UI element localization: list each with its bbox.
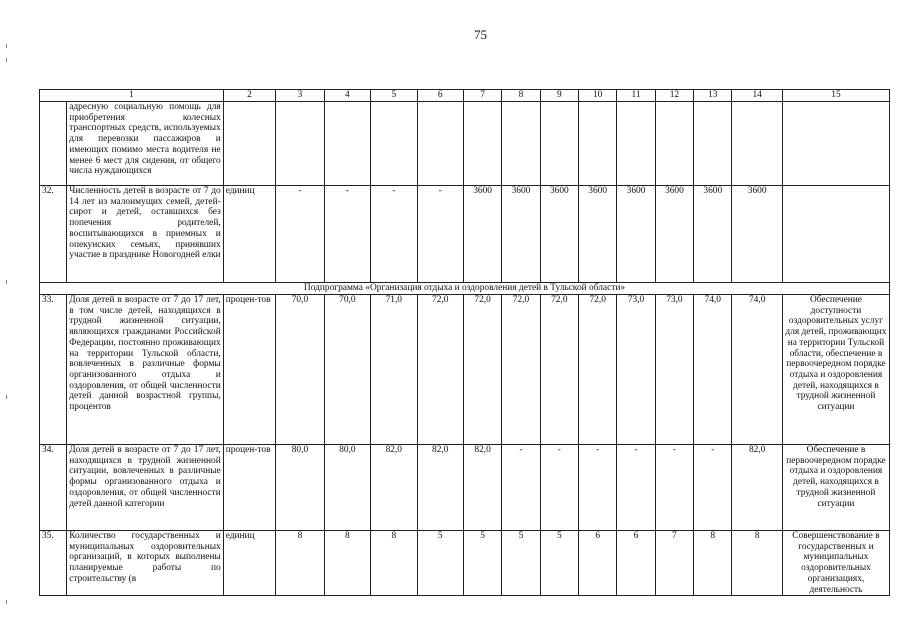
row-unit: процен-тов: [223, 445, 275, 531]
row-note: [782, 186, 889, 283]
value-cell: 5: [502, 531, 540, 596]
column-header: 10: [579, 90, 617, 102]
value-cell: 8: [371, 531, 417, 596]
value-cell: 3600: [732, 186, 782, 283]
value-cell: 8: [324, 531, 370, 596]
column-header: 4: [324, 90, 370, 102]
value-cell: 3600: [694, 186, 732, 283]
scan-mark: [6, 44, 7, 48]
value-cell: 72,0: [417, 295, 463, 445]
value-cell: 3600: [540, 186, 578, 283]
value-cell: 82,0: [463, 445, 501, 531]
value-cell: 72,0: [579, 295, 617, 445]
table-row: [40, 531, 890, 596]
column-header: 1: [40, 90, 224, 102]
column-header: 2: [223, 90, 275, 102]
value-cell: 5: [540, 531, 578, 596]
row-note: Обеспечение в первоочередном порядке отдыха и оздоровления детей, находящихся в трудной жизненной ситуации: [782, 445, 889, 531]
value-cell: -: [324, 186, 370, 283]
table-header-row: [40, 90, 890, 102]
value-cell: 74,0: [732, 295, 782, 445]
value-cell: 8: [694, 531, 732, 596]
column-header: 15: [782, 90, 889, 102]
column-header: 14: [732, 90, 782, 102]
value-cell: 5: [417, 531, 463, 596]
subprogram-heading: Подпрограмма «Организация отдыха и оздоровления детей в Тульской области»: [40, 283, 890, 295]
row-description: Доля детей в возрасте от 7 до 17 лет, находящихся в трудной жизненной ситуации, вовлеченных в различные формы организованного отдыха и оздоровления, от общей численности детей данной категории: [67, 445, 223, 531]
row-note: Совершенствование в государственных и муниципальных оздоровительных организациях, деятельность: [782, 531, 889, 596]
value-cell: -: [417, 186, 463, 283]
column-header: 9: [540, 90, 578, 102]
value-cell: 5: [463, 531, 501, 596]
row-number: 34.: [40, 445, 67, 531]
value-cell: -: [502, 445, 540, 531]
value-cell: -: [540, 445, 578, 531]
scan-mark: [6, 58, 7, 62]
row-unit: процен-тов: [223, 295, 275, 445]
column-header: 6: [417, 90, 463, 102]
value-cell: 73,0: [655, 295, 693, 445]
value-cell: 80,0: [324, 445, 370, 531]
column-header: 11: [617, 90, 655, 102]
value-cell: 3600: [617, 186, 655, 283]
row-number: 33.: [40, 295, 67, 445]
page-number: 75: [474, 27, 487, 42]
row-unit: единиц: [223, 531, 275, 596]
value-cell: 72,0: [463, 295, 501, 445]
value-cell: 3600: [502, 186, 540, 283]
row-description: Доля детей в возрасте от 7 до 17 лет, в том числе детей, находящихся в трудной жизненной ситуации, являющихся гражданами Российской Федерации, постоянно проживающих на территории Тульской области, вовлеченных в различные формы организованного отдыха и оздоровления, от общей численности детей данной возрастной группы, процентов: [67, 295, 223, 445]
column-header: 12: [655, 90, 693, 102]
value-cell: 72,0: [502, 295, 540, 445]
table-row: [40, 186, 890, 283]
value-cell: -: [617, 445, 655, 531]
value-cell: 80,0: [276, 445, 324, 531]
column-header: 3: [276, 90, 324, 102]
value-cell: 6: [617, 531, 655, 596]
value-cell: 72,0: [540, 295, 578, 445]
value-cell: 8: [276, 531, 324, 596]
row-number: 35.: [40, 531, 67, 596]
value-cell: -: [276, 186, 324, 283]
row-note: Обеспечение доступности оздоровительных услуг для детей, проживающих на территории Тульской области, обеспечение в первоочередном порядке отдыха и оздоровления детей, находящихся в трудной жизненной ситуации: [782, 295, 889, 445]
value-cell: 82,0: [371, 445, 417, 531]
value-cell: 82,0: [732, 445, 782, 531]
value-cell: -: [655, 445, 693, 531]
value-cell: 74,0: [694, 295, 732, 445]
row-description: Количество государственных и муниципальных оздоровительных организаций, в которых выполнены планируемые работы по строительству (в: [67, 531, 223, 596]
value-cell: 70,0: [324, 295, 370, 445]
value-cell: 7: [655, 531, 693, 596]
value-cell: -: [694, 445, 732, 531]
row-unit: единиц: [223, 186, 275, 283]
table-row: [40, 445, 890, 531]
row-description: Численность детей в возрасте от 7 до 14 лет из малоимущих семей, детей-сирот и детей, оставшихся без попечения родителей, воспитывающихся в приемных и опекунских семьях, принявших участие в празднике Новогодней елки: [67, 186, 223, 283]
column-header: 5: [371, 90, 417, 102]
value-cell: 3600: [463, 186, 501, 283]
scan-mark: [6, 280, 7, 284]
table-row-continuation: [40, 102, 890, 186]
value-cell: -: [579, 445, 617, 531]
value-cell: 3600: [655, 186, 693, 283]
value-cell: 70,0: [276, 295, 324, 445]
table-row: [40, 295, 890, 445]
value-cell: 3600: [579, 186, 617, 283]
value-cell: 8: [732, 531, 782, 596]
column-header: 13: [694, 90, 732, 102]
value-cell: 6: [579, 531, 617, 596]
column-header: 8: [502, 90, 540, 102]
scan-mark: [6, 395, 7, 399]
indicators-table: [39, 89, 890, 596]
row-number-cell: [40, 102, 67, 186]
value-cell: -: [371, 186, 417, 283]
value-cell: 73,0: [617, 295, 655, 445]
subprogram-row: [40, 283, 890, 295]
row-description: адресную социальную помощь для приобретения колесных транспортных средств, используемых для перевозки пассажиров и имеющих помимо места водителя не менее 6 мест для сидения, от общего числа нуждающихся: [67, 102, 223, 186]
value-cell: 82,0: [417, 445, 463, 531]
value-cell: 71,0: [371, 295, 417, 445]
scan-mark: [6, 600, 7, 604]
row-number: 32.: [40, 186, 67, 283]
column-header: 7: [463, 90, 501, 102]
